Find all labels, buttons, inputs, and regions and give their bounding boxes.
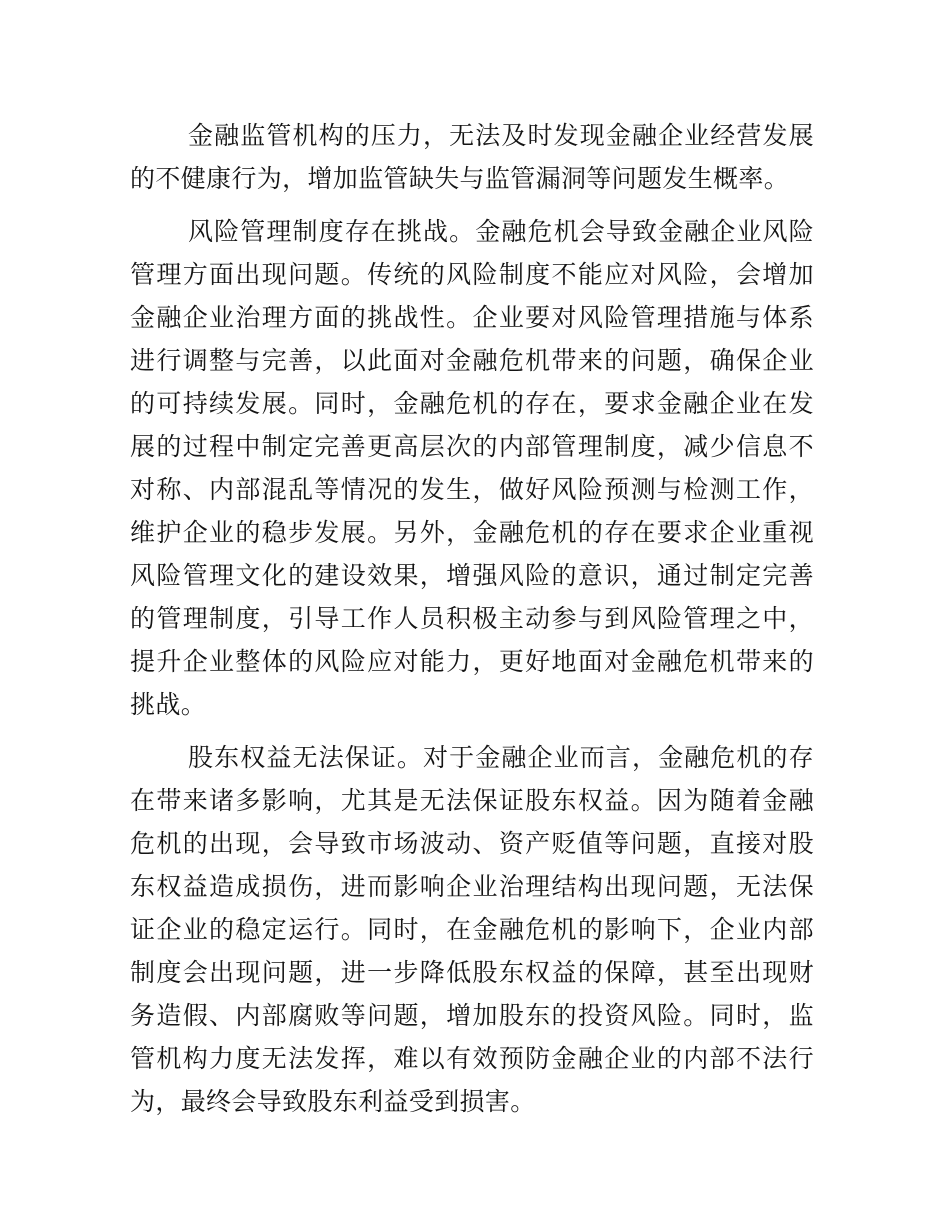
paragraph-shareholder-rights: 股东权益无法保证。对于金融企业而言，金融危机的存在带来诸多影响，尤其是无法保证股东权益。因为随着金融危机的出现，会导致市场波动、资产贬值等问题，直接对股东权益造成损伤，进而影响企业治理结构出现问题，无法保证企业的稳定运行。同时，在金融危机的影响下，企业内部制度会出现问题，进一步降低股东权益的保障，甚至出现财务造假、内部腐败等问题，增加股东的投资风险。同时，监管机构力度无法发挥，难以有效预防金融企业的内部不法行为，最终会导致股东利益受到损害。 <box>130 744 814 1116</box>
paragraph-risk-management-challenge: 风险管理制度存在挑战。金融危机会导致金融企业风险管理方面出现问题。传统的风险制度不能应对风险，会增加金融企业治理方面的挑战性。企业要对风险管理措施与体系进行调整与完善，以此面对金融危机带来的问题，确保企业的可持续发展。同时，金融危机的存在，要求金融企业在发展的过程中制定完善更高层次的内部管理制度，减少信息不对称、内部混乱等情况的发生，做好风险预测与检测工作，维护企业的稳步发展。另外，金融危机的存在要求企业重视风险管理文化的建设效果，增强风险的意识，通过制定完善的管理制度，引导工作人员积极主动参与到风险管理之中，提升企业整体的风险应对能力，更好地面对金融危机带来的挑战。 <box>130 218 814 719</box>
paragraph-regulatory-pressure: 金融监管机构的压力，无法及时发现金融企业经营发展的不健康行为，增加监管缺失与监管漏洞等问题发生概率。 <box>130 122 814 193</box>
